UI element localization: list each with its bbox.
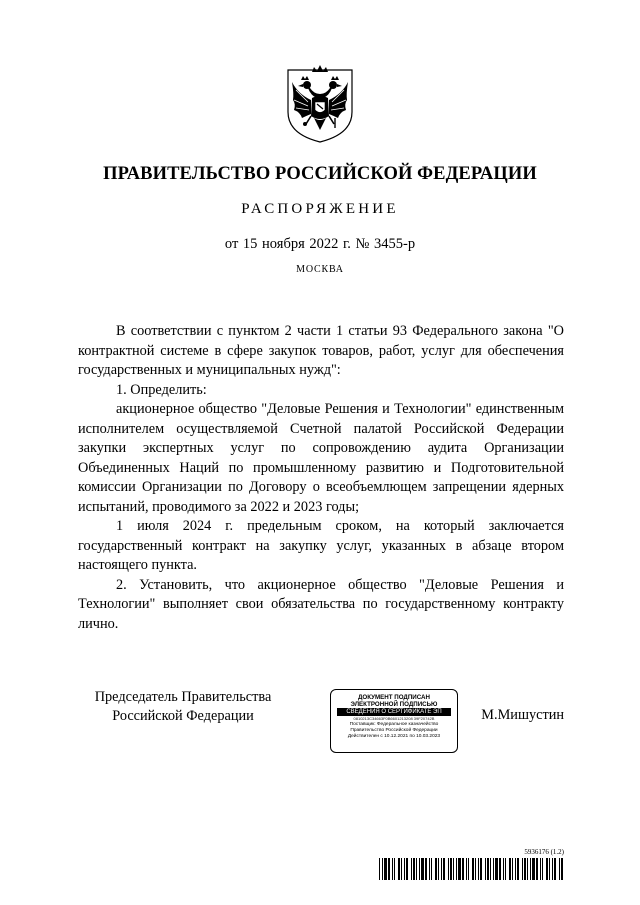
body-paragraph: 2. Установить, что акционерное общество "Деловые Решения и Технологии" выполняет свои обязательства по государственному контракту лично. <box>78 576 564 632</box>
body-paragraph: 1. Определить: <box>116 381 207 398</box>
stamp-title: ЭЛЕКТРОННОЙ ПОДПИСЬЮ <box>350 701 438 708</box>
government-title: ПРАВИТЕЛЬСТВО РОССИЙСКОЙ ФЕДЕРАЦИИ <box>103 164 537 184</box>
body-paragraph: 1 июля 2024 г. предельным сроком, на который заключается государственный контракт на закупку услуг, указанных в абзаце втором настоящего пункта. <box>78 518 564 573</box>
stamp-issuer: Правительство Российской Федерации <box>350 728 438 733</box>
stamp-certificate-band: СВЕДЕНИЯ О СЕРТИФИКАТЕ ЭП <box>337 708 451 716</box>
stamp-validity: Действителен с 10.12.2021 по 10.03.2023 <box>347 734 441 739</box>
document-type: РАСПОРЯЖЕНИЕ <box>241 201 399 217</box>
signer-name: М.Мишустин <box>481 707 564 723</box>
document-date-number: от 15 ноября 2022 г. № 3455-р <box>224 236 416 252</box>
body-paragraph: В соответствии с пунктом 2 части 1 статьи 93 Федерального закона "О контрактной системе в сфере закупок товаров, работ, услуг для обеспечения государственных и муниципальных нужд": <box>78 323 564 378</box>
document-body <box>78 322 564 634</box>
stamp-issuer: Поставщик: Федеральное казначейство <box>349 722 439 727</box>
signer-position <box>78 688 288 726</box>
body-paragraph: акционерное общество "Деловые Решения и Технологии" единственным исполнителем осуществляемой Счетной палатой Российской Федерации закупки экспертных услуг по сопровождению аудита Организации Объединенных Наций по промышленному развитию и Подготовительной комиссии Организации по Договору о всеобъемлющем запрещении ядерных испытаний, проводимого за 2022 и 2023 годы; <box>78 401 564 515</box>
coat-of-arms-icon <box>284 60 356 144</box>
stamp-title: ДОКУМЕНТ ПОДПИСАН <box>358 694 430 701</box>
signer-position-line: Российской Федерации <box>112 708 254 724</box>
electronic-signature-stamp <box>330 689 458 753</box>
barcode-number: 5936176 (1.2) <box>524 848 564 856</box>
document-city: МОСКВА <box>296 264 344 275</box>
stamp-serial: 0810213C34663F0B6601213208 39F20742B <box>353 716 435 721</box>
signer-position-line: Председатель Правительства <box>94 689 272 705</box>
barcode-icon <box>379 858 564 880</box>
